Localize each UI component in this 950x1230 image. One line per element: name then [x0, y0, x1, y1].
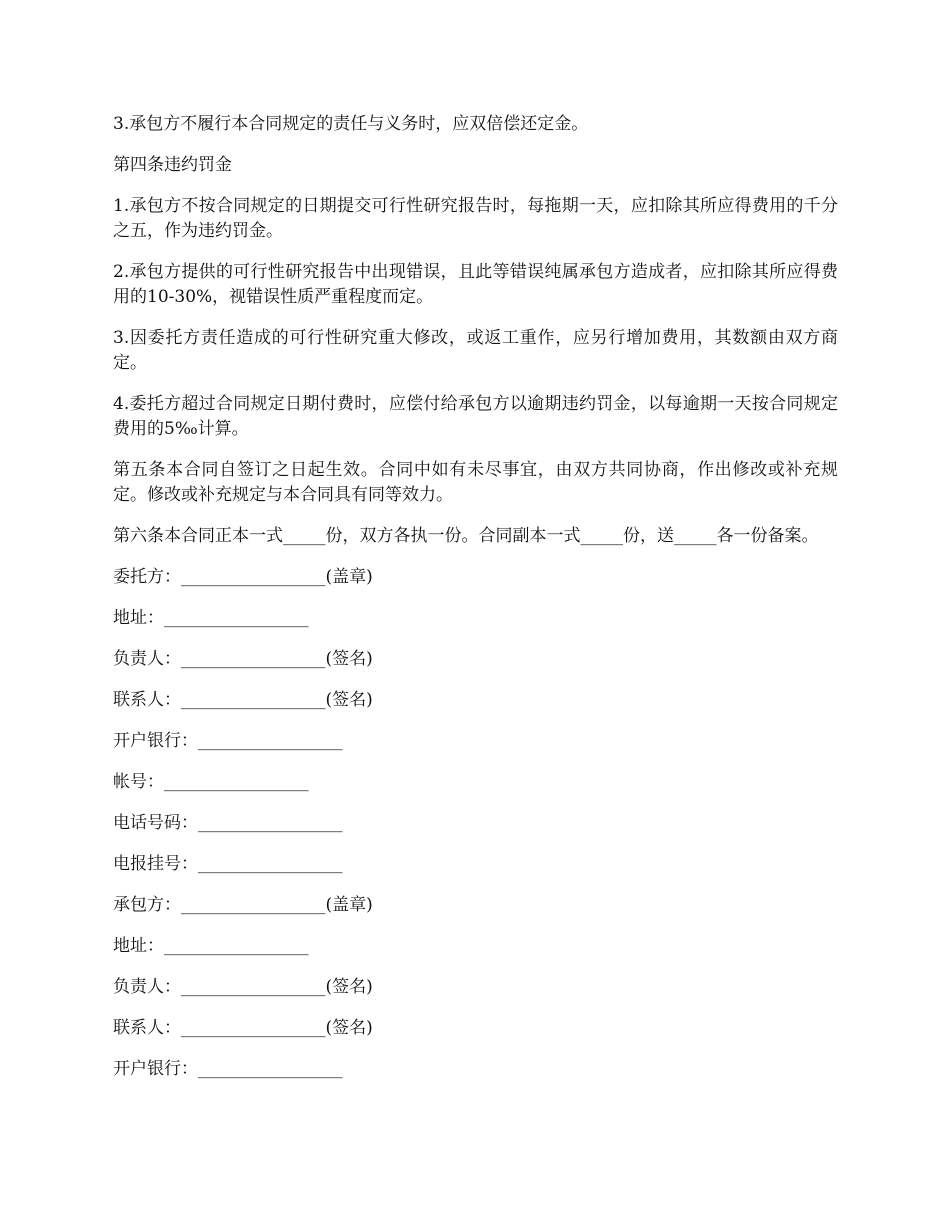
- contract-body: [113, 112, 838, 1098]
- client-account-field: 帐号：_________________: [113, 772, 309, 792]
- client-contact-field: 联系人：_________________(签名): [113, 690, 373, 710]
- article-5: 第五条本合同自签订之日起生效。合同中如有未尽事宜，由双方共同协商，作出修改或补充规定。修改或补充规定与本合同具有同等效力。: [113, 460, 838, 505]
- contractor-address-field: 地址：_________________: [113, 936, 309, 956]
- client-address-field: 地址：_________________: [113, 608, 309, 628]
- penalty-item-4: 4.委托方超过合同规定日期付费时，应偿付给承包方以逾期违约罚金，以每逾期一天按合同规定费用的5‰计算。: [113, 394, 838, 439]
- penalty-item-3: 3.因委托方责任造成的可行性研究重大修改，或返工重作，应另行增加费用，其数额由双方商定。: [113, 328, 838, 373]
- client-name-field: 委托方：_________________(盖章): [113, 567, 373, 587]
- contractor-name-field: 承包方：_________________(盖章): [113, 895, 373, 915]
- contractor-manager-field: 负责人：_________________(签名): [113, 977, 373, 997]
- contractor-signature-block: [113, 893, 838, 1082]
- penalty-item-2: 2.承包方提供的可行性研究报告中出现错误，且此等错误纯属承包方造成者，应扣除其所应得费用的10-30%，视错误性质严重程度而定。: [113, 262, 838, 307]
- contractor-bank-field: 开户银行：_________________: [113, 1059, 343, 1079]
- client-manager-field: 负责人：_________________(签名): [113, 649, 373, 669]
- contractor-contact-field: 联系人：_________________(签名): [113, 1018, 373, 1038]
- client-bank-field: 开户银行：_________________: [113, 731, 343, 751]
- article-4-heading: 第四条违约罚金: [113, 155, 232, 175]
- client-telegraph-field: 电报挂号：_________________: [113, 854, 343, 874]
- client-signature-block: [113, 565, 838, 877]
- penalty-item-1: 1.承包方不按合同规定的日期提交可行性研究报告时，每拖期一天，应扣除其所应得费用的千分之五，作为违约罚金。: [113, 196, 838, 241]
- clause-3-deposit: 3.承包方不履行本合同规定的责任与义务时，应双倍偿还定金。: [113, 114, 589, 134]
- article-6: 第六条本合同正本一式_____份，双方各执一份。合同副本一式_____份，送_____各一份备案。: [113, 526, 819, 546]
- client-phone-field: 电话号码：_________________: [113, 813, 343, 833]
